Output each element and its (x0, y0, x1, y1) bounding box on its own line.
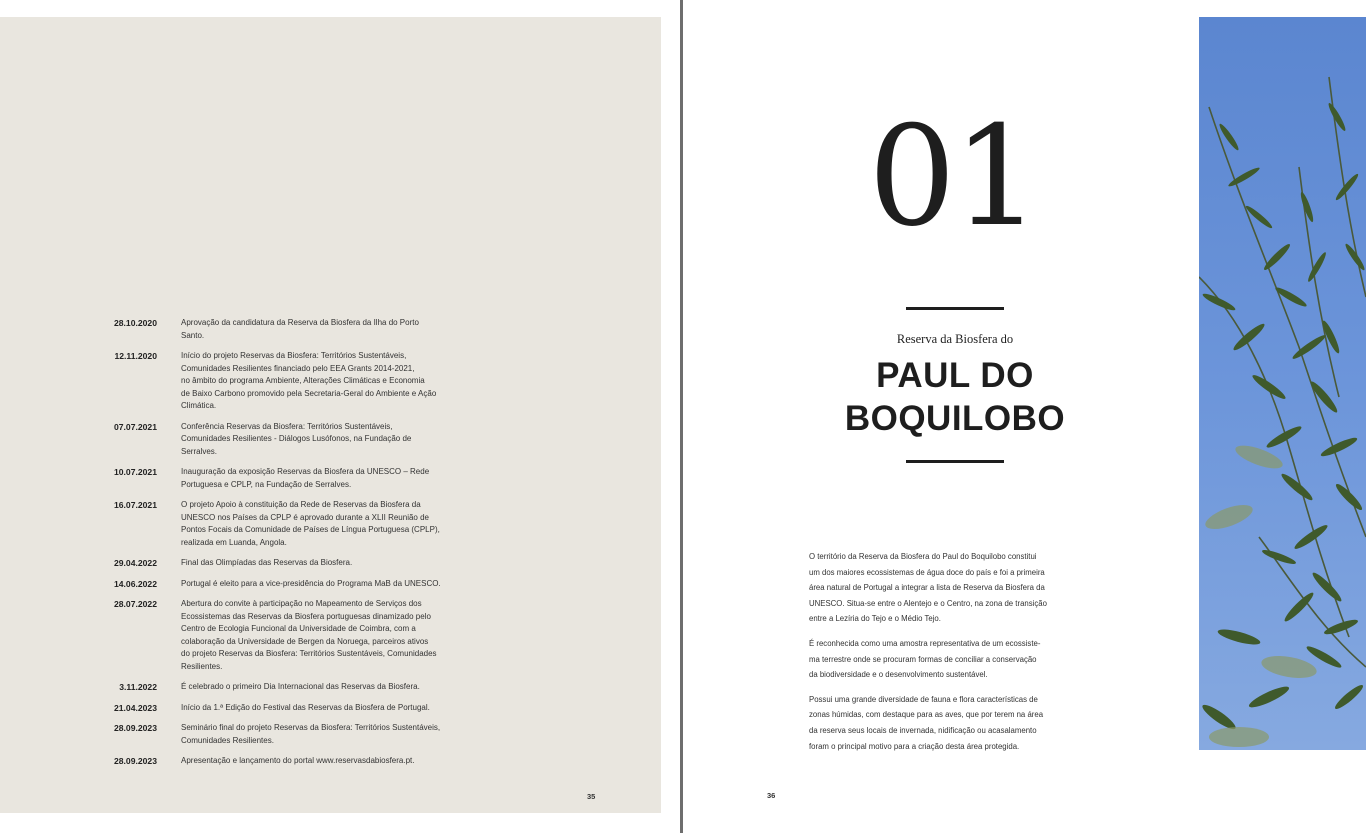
timeline-date: 07.07.2021 (113, 421, 157, 432)
timeline-text-line: Portuguesa e CPLP, na Fundação de Serralves. (181, 479, 352, 489)
timeline-entry (94, 598, 474, 673)
body-line: da reserva seus locais de invernada, nidificação ou acasalamento (809, 725, 1037, 735)
timeline (94, 317, 474, 776)
timeline-entry (94, 350, 474, 413)
timeline-entry (94, 466, 474, 491)
willow-branches-image (1199, 17, 1366, 750)
timeline-date: 28.10.2020 (113, 318, 157, 328)
body-line: Possui uma grande diversidade de fauna e flora características de (809, 694, 1038, 704)
timeline-text-line: Centro de Ecologia Funcional da Universidade de Coimbra, com a (181, 624, 416, 633)
timeline-date: 12.11.2020 (114, 351, 157, 361)
timeline-entry (94, 722, 474, 747)
timeline-text (181, 350, 461, 413)
page-number-right: 36 (767, 791, 776, 800)
title-rule-bottom (906, 460, 1004, 463)
timeline-text-line: Aprovação da candidatura da Reserva da Biosfera da Ilha do Porto (181, 318, 419, 327)
timeline-date: 3.11.2022 (119, 682, 157, 692)
timeline-text-line: de Baixo Carbono promovido pela Secretaria-Geral do Ambiente e Ação (181, 388, 437, 398)
page-number-left: 35 (587, 792, 596, 801)
timeline-text-line: colaboração da Universidade de Bergen da Noruega, parceiros ativos (181, 636, 429, 646)
body-line: O território da Reserva da Biosfera do Paul do Boquilobo constitui (809, 552, 1037, 561)
title-rule-top (906, 307, 1004, 310)
timeline-entry (94, 755, 474, 768)
timeline-text-line: Abertura do convite à participação no Mapeamento de Serviços dos (181, 599, 422, 608)
timeline-entry (94, 578, 474, 591)
timeline-text-line: Serralves. (181, 446, 218, 456)
timeline-date: 28.09.2023 (113, 756, 157, 766)
body-paragraph (809, 636, 1094, 683)
body-line: um dos maiores ecossistemas de água doce do país e foi a primeira (809, 567, 1045, 577)
body-line: ma terrestre onde se procuram formas de conciliar a conservação (809, 654, 1037, 664)
timeline-text-line: É celebrado o primeiro Dia Internacional das Reservas da Biosfera. (181, 682, 420, 691)
timeline-text-line: Comunidades Resilientes - Diálogos Lusófonos, na Fundação de (181, 434, 412, 443)
timeline-entry (94, 317, 474, 342)
chapter-subtitle: Reserva da Biosfera do (896, 332, 1014, 346)
chapter-title-line-2: BOQUILOBO (844, 399, 1066, 438)
timeline-text (181, 421, 461, 459)
timeline-date: 29.04.2022 (113, 558, 157, 568)
timeline-text-line: Ecossistemas das Reservas da Biosfera portuguesas dinamizado pelo (181, 611, 431, 621)
timeline-text-line: Santo. (181, 330, 205, 340)
timeline-entry (94, 702, 474, 715)
timeline-text (181, 557, 461, 570)
timeline-text (181, 722, 461, 747)
timeline-date: 14.06.2022 (113, 578, 157, 589)
body-line: UNESCO. Situa-se entre o Alentejo e o Centro, na zona de transição (809, 598, 1047, 608)
timeline-text (181, 317, 461, 342)
timeline-text-line: Conferência Reservas da Biosfera: Territórios Sustentáveis, (181, 421, 393, 431)
timeline-entry (94, 557, 474, 570)
timeline-text-line: UNESCO nos Países da CPLP é aprovado durante a XLII Reunião de (181, 512, 430, 522)
timeline-date: 10.07.2021 (113, 467, 157, 477)
timeline-text-line: Pontos Focais da Comunidade de Países de Língua Portuguesa (CPLP), (181, 525, 440, 534)
timeline-text-line: Comunidades Resilientes. (181, 735, 274, 745)
timeline-text-line: Final das Olimpíadas das Reservas da Biosfera. (181, 558, 353, 567)
timeline-text (181, 755, 461, 768)
timeline-text (181, 466, 461, 491)
timeline-text-line: Apresentação e lançamento do portal www.reservasdabiosfera.pt. (181, 756, 415, 765)
body-line: área natural de Portugal a integrar a lista de Reserva da Biosfera da (809, 583, 1045, 593)
timeline-text-line: O projeto Apoio à constituição da Rede de Reservas da Biosfera da (181, 500, 421, 509)
body-paragraph (809, 549, 1094, 627)
body-line: É reconhecida como uma amostra representativa de um ecossiste- (809, 638, 1041, 648)
body-line: da biodiversidade e o desenvolvimento sustentável. (809, 670, 988, 680)
body-paragraph (809, 692, 1094, 754)
timeline-text (181, 681, 461, 694)
right-page (683, 0, 1366, 833)
left-page (0, 17, 661, 813)
timeline-text-line: realizada em Luanda, Angola. (181, 537, 287, 547)
willow-photo (1199, 17, 1366, 750)
timeline-text-line: Portugal é eleito para a vice-presidência do Programa MaB da UNESCO. (181, 578, 441, 588)
chapter-title (803, 354, 1107, 440)
timeline-entry (94, 681, 474, 694)
timeline-date: 28.07.2022 (113, 599, 157, 609)
timeline-text-line: Início da 1.ª Edição do Festival das Reservas da Biosfera de Portugal. (181, 702, 430, 712)
timeline-text-line: Seminário final do projeto Reservas da Biosfera: Territórios Sustentáveis, (181, 723, 441, 732)
timeline-text-line: Resilientes. (181, 661, 223, 671)
timeline-date: 28.09.2023 (113, 723, 157, 733)
body-line: entre a Lezíria do Tejo e o Médio Tejo. (809, 614, 941, 624)
body-text (809, 549, 1094, 763)
chapter-number: 01 (868, 96, 1038, 257)
timeline-text (181, 499, 461, 549)
timeline-text (181, 598, 461, 673)
timeline-text-line: Inauguração da exposição Reservas da Biosfera da UNESCO – Rede (181, 467, 430, 476)
timeline-text (181, 702, 461, 715)
timeline-date: 16.07.2021 (113, 500, 157, 510)
timeline-date: 21.04.2023 (113, 702, 157, 713)
timeline-text-line: do projeto Reservas da Biosfera: Territórios Sustentáveis, Comunidades (181, 649, 437, 658)
timeline-entry (94, 499, 474, 549)
chapter-title-line-1: PAUL DO (876, 356, 1034, 395)
timeline-text-line: no âmbito do programa Ambiente, Alterações Climáticas e Economia (181, 376, 425, 385)
timeline-text (181, 578, 461, 591)
timeline-text-line: Comunidades Resilientes financiado pelo EEA Grants 2014-2021, (181, 363, 415, 373)
timeline-entry (94, 421, 474, 459)
body-line: foram o principal motivo para a criação desta área protegida. (809, 741, 1020, 751)
timeline-text-line: Início do projeto Reservas da Biosfera: Territórios Sustentáveis, (181, 351, 407, 360)
timeline-text-line: Climática. (181, 401, 217, 410)
body-line: zonas húmidas, com destaque para as aves, que por terem na área (809, 710, 1044, 720)
